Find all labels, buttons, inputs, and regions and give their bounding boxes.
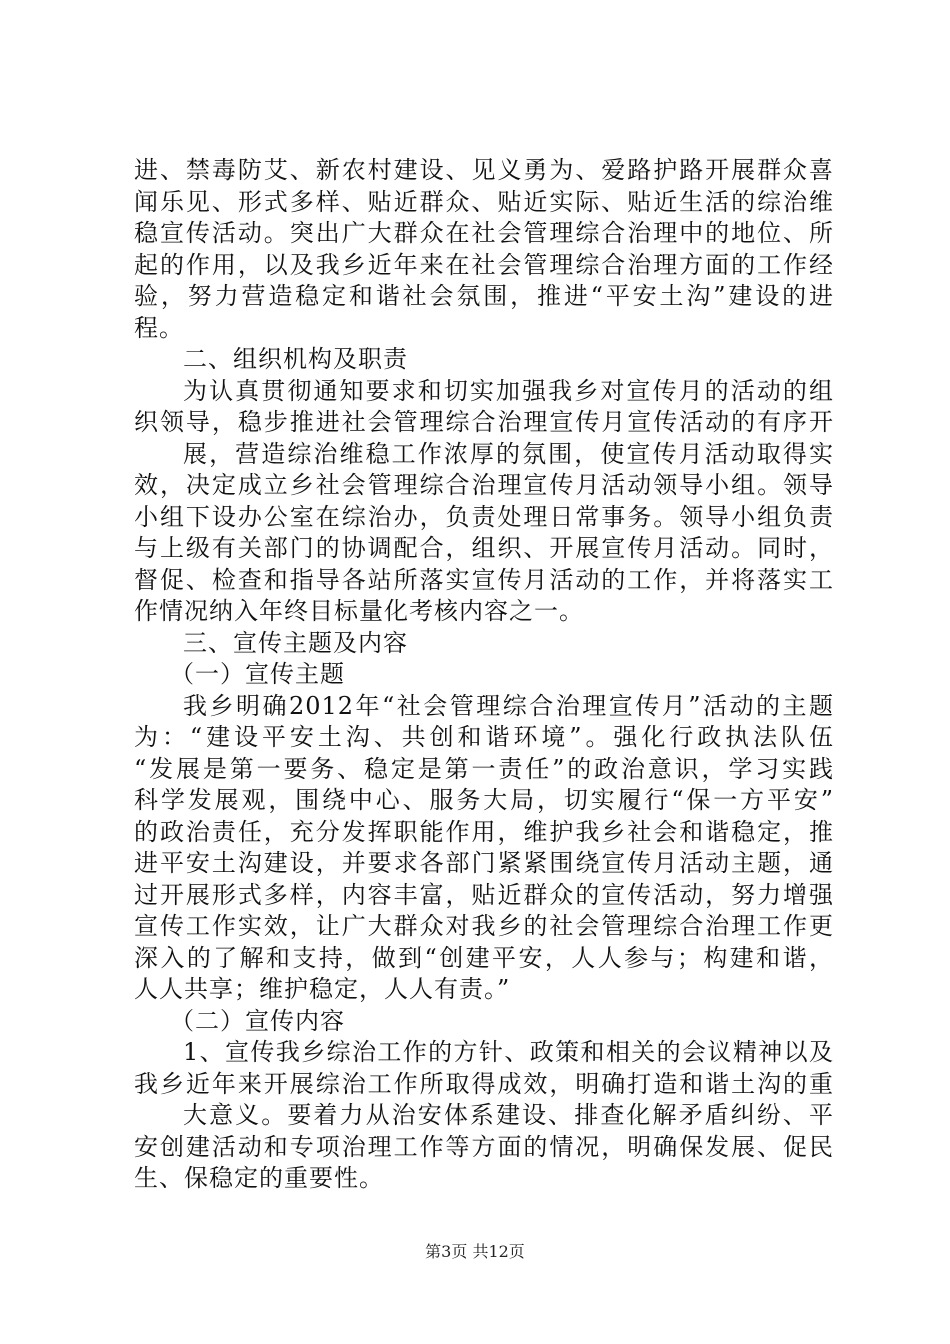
body-text-line: 程。 [134,314,184,342]
body-text-line: 1、宣传我乡综治工作的方针、政策和相关的会议精神以及 [183,1038,834,1066]
page-number-footer: 第3页 共12页 [425,1242,525,1261]
body-text-line: 督促、检查和指导各站所落实宣传月活动的工作，并将落实工 [134,566,834,594]
body-text-line: 我乡近年来开展综治工作所取得成效，明确打造和谐土沟的重 [134,1070,834,1098]
body-text-line: 效，决定成立乡社会管理综合治理宣传月活动领导小组。领导 [134,471,834,499]
body-text-line: 小组下设办公室在综治办，负责处理日常事务。领导小组负责 [134,503,834,531]
body-text-line: 进、禁毒防艾、新农村建设、见义勇为、爱路护路开展群众喜 [134,156,834,184]
body-text-line: 为：“建设平安土沟、共创和谐环境”。强化行政执法队伍 [134,723,834,751]
subsection-heading: （一）宣传主题 [170,660,345,688]
section-heading: 二、组织机构及职责 [183,345,408,373]
body-text-line: 我乡明确2012年“社会管理综合治理宣传月”活动的主题 [183,692,834,720]
body-text-line: 起的作用，以及我乡近年来在社会管理综合治理方面的工作经 [134,251,834,279]
body-text-line: 安创建活动和专项治理工作等方面的情况，明确保发展、促民 [134,1133,834,1161]
body-text-line: 深入的了解和支持，做到“创建平安，人人参与；构建和谐， [134,944,834,972]
subsection-heading: （二）宣传内容 [170,1007,345,1035]
body-text-line: “发展是第一要务、稳定是第一责任”的政治意识，学习实践 [134,755,834,783]
section-heading: 三、宣传主题及内容 [183,629,408,657]
body-text-line: 稳宣传活动。突出广大群众在社会管理综合治理中的地位、所 [134,219,834,247]
body-text-line: 人人共享；维护稳定，人人有责。” [134,975,511,1003]
body-text-line: 作情况纳入年终目标量化考核内容之一。 [134,597,584,625]
body-text-line: 进平安土沟建设，并要求各部门紧紧围绕宣传月活动主题，通 [134,849,834,877]
body-text-line: 生、保稳定的重要性。 [134,1164,384,1192]
body-text-line: 科学发展观，围绕中心、服务大局，切实履行“保一方平安” [134,786,834,814]
body-text-line: 大意义。要着力从治安体系建设、排查化解矛盾纠纷、平 [183,1101,834,1129]
body-text-line: 织领导，稳步推进社会管理综合治理宣传月宣传活动的有序开 [134,408,834,436]
body-text-line: 的政治责任，充分发挥职能作用，维护我乡社会和谐稳定，推 [134,818,834,846]
body-text-line: 与上级有关部门的协调配合，组织、开展宣传月活动。同时， [134,534,834,562]
body-text-line: 验，努力营造稳定和谐社会氛围，推进“平安土沟”建设的进 [134,282,834,310]
body-text-line: 闻乐见、形式多样、贴近群众、贴近实际、贴近生活的综治维 [134,188,834,216]
body-text-line: 展，营造综治维稳工作浓厚的氛围，使宣传月活动取得实 [183,440,834,468]
body-text-line: 宣传工作实效，让广大群众对我乡的社会管理综合治理工作更 [134,912,834,940]
body-text-line: 过开展形式多样，内容丰富，贴近群众的宣传活动，努力增强 [134,881,834,909]
body-text-line: 为认真贯彻通知要求和切实加强我乡对宣传月的活动的组 [183,377,834,405]
